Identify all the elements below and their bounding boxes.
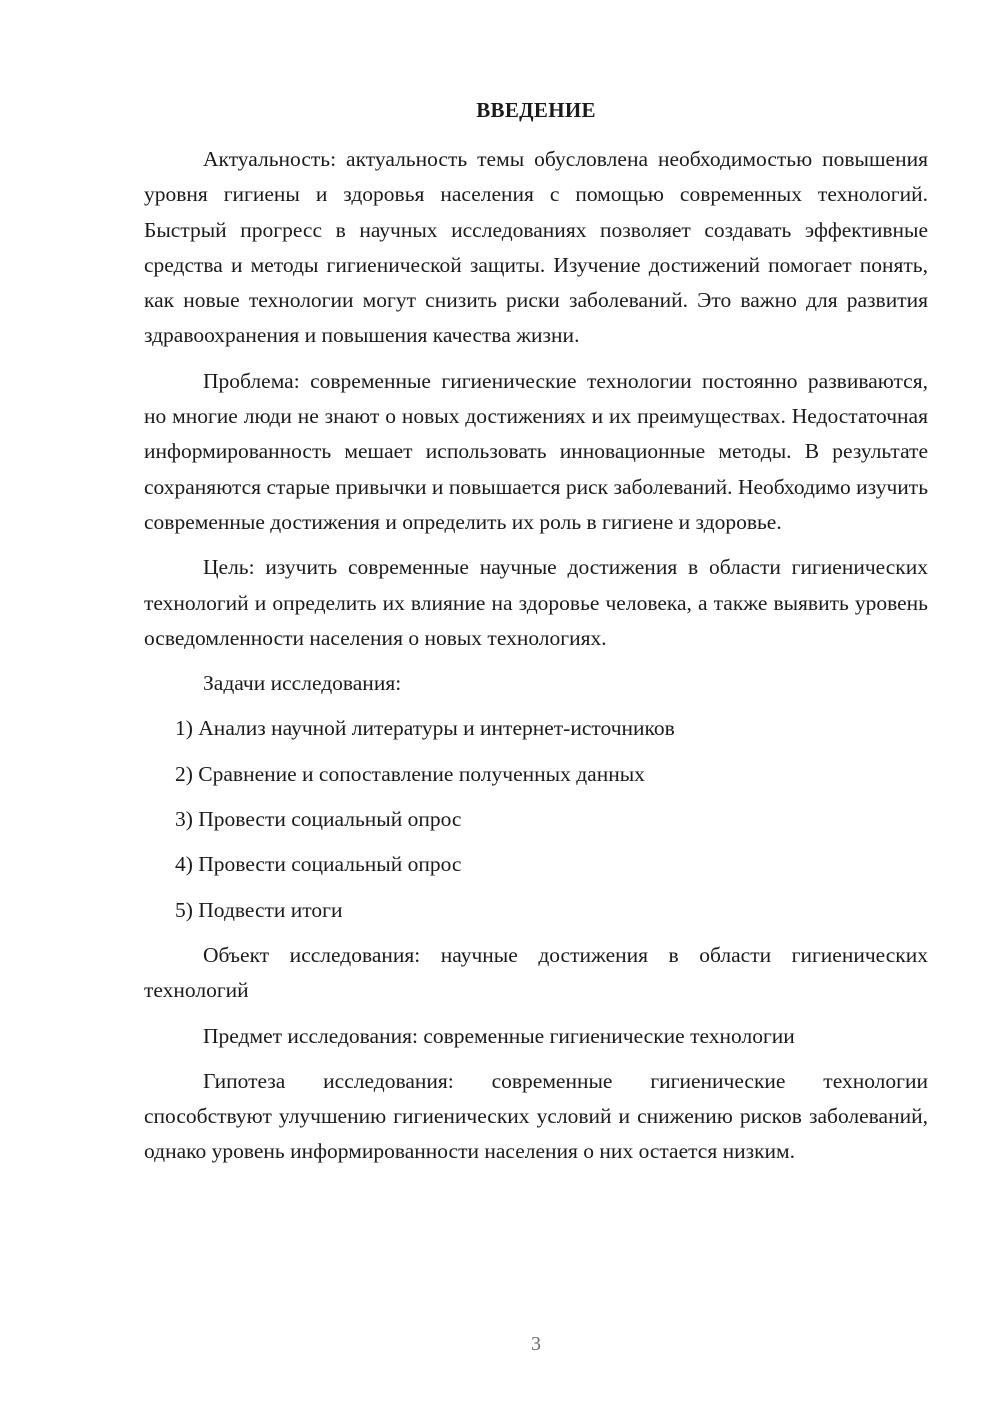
paragraph-goal: Цель: изучить современные научные достижения в области гигиенических технологий и определить их влияние на здоровье человека, а также выявить уровень осведомленности населения о новых технологиях. [144, 555, 928, 650]
paragraph-hypothesis: Гипотеза исследования: современные гигиенические технологии способствуют улучшению гигиенических условий и снижению рисков заболеваний, однако уровень информированности населения о них остается низким. [144, 1068, 928, 1164]
document-body [144, 142, 928, 1180]
paragraph-problem: Проблема: современные гигиенические технологии постоянно развиваются, но многие люди не знают о новых достижениях и их преимуществах. Недостаточная информированность мешает использовать инновационные методы. В результате сохраняются старые привычки и повышается риск заболеваний. Необходимо изучить современные достижения и определить их роль в гигиене и здоровье. [144, 368, 928, 534]
tasks-heading: Задачи исследования: [203, 671, 402, 696]
paragraph-relevance: Актуальность: актуальность темы обусловлена необходимостью повышения уровня гигиены и здоровья населения с помощью современных технологий. Быстрый прогресс в научных исследованиях позволяет создавать эффективные средства и методы гигиенической защиты. Изучение достижений помогает понять, как новые технологии могут снизить риски заболеваний. Это важно для развития здравоохранения и повышения качества жизни. [144, 147, 928, 348]
paragraph-subject: Предмет исследования: современные гигиенические технологии [203, 1023, 795, 1048]
task-item: 2) Сравнение и сопоставление полученных данных [175, 761, 645, 786]
task-item: 5) Подвести итоги [175, 897, 343, 922]
task-item: 4) Провести социальный опрос [175, 852, 462, 877]
task-item: 1) Анализ научной литературы и интернет-источников [175, 716, 675, 741]
task-item: 3) Провести социальный опрос [175, 807, 462, 832]
paragraph-object: Объект исследования: научные достижения в области гигиенических технологий [144, 942, 928, 1003]
page-number: 3 [531, 1333, 541, 1355]
task-list [144, 711, 928, 927]
page-title: ВВЕДЕНИЕ [476, 98, 596, 122]
